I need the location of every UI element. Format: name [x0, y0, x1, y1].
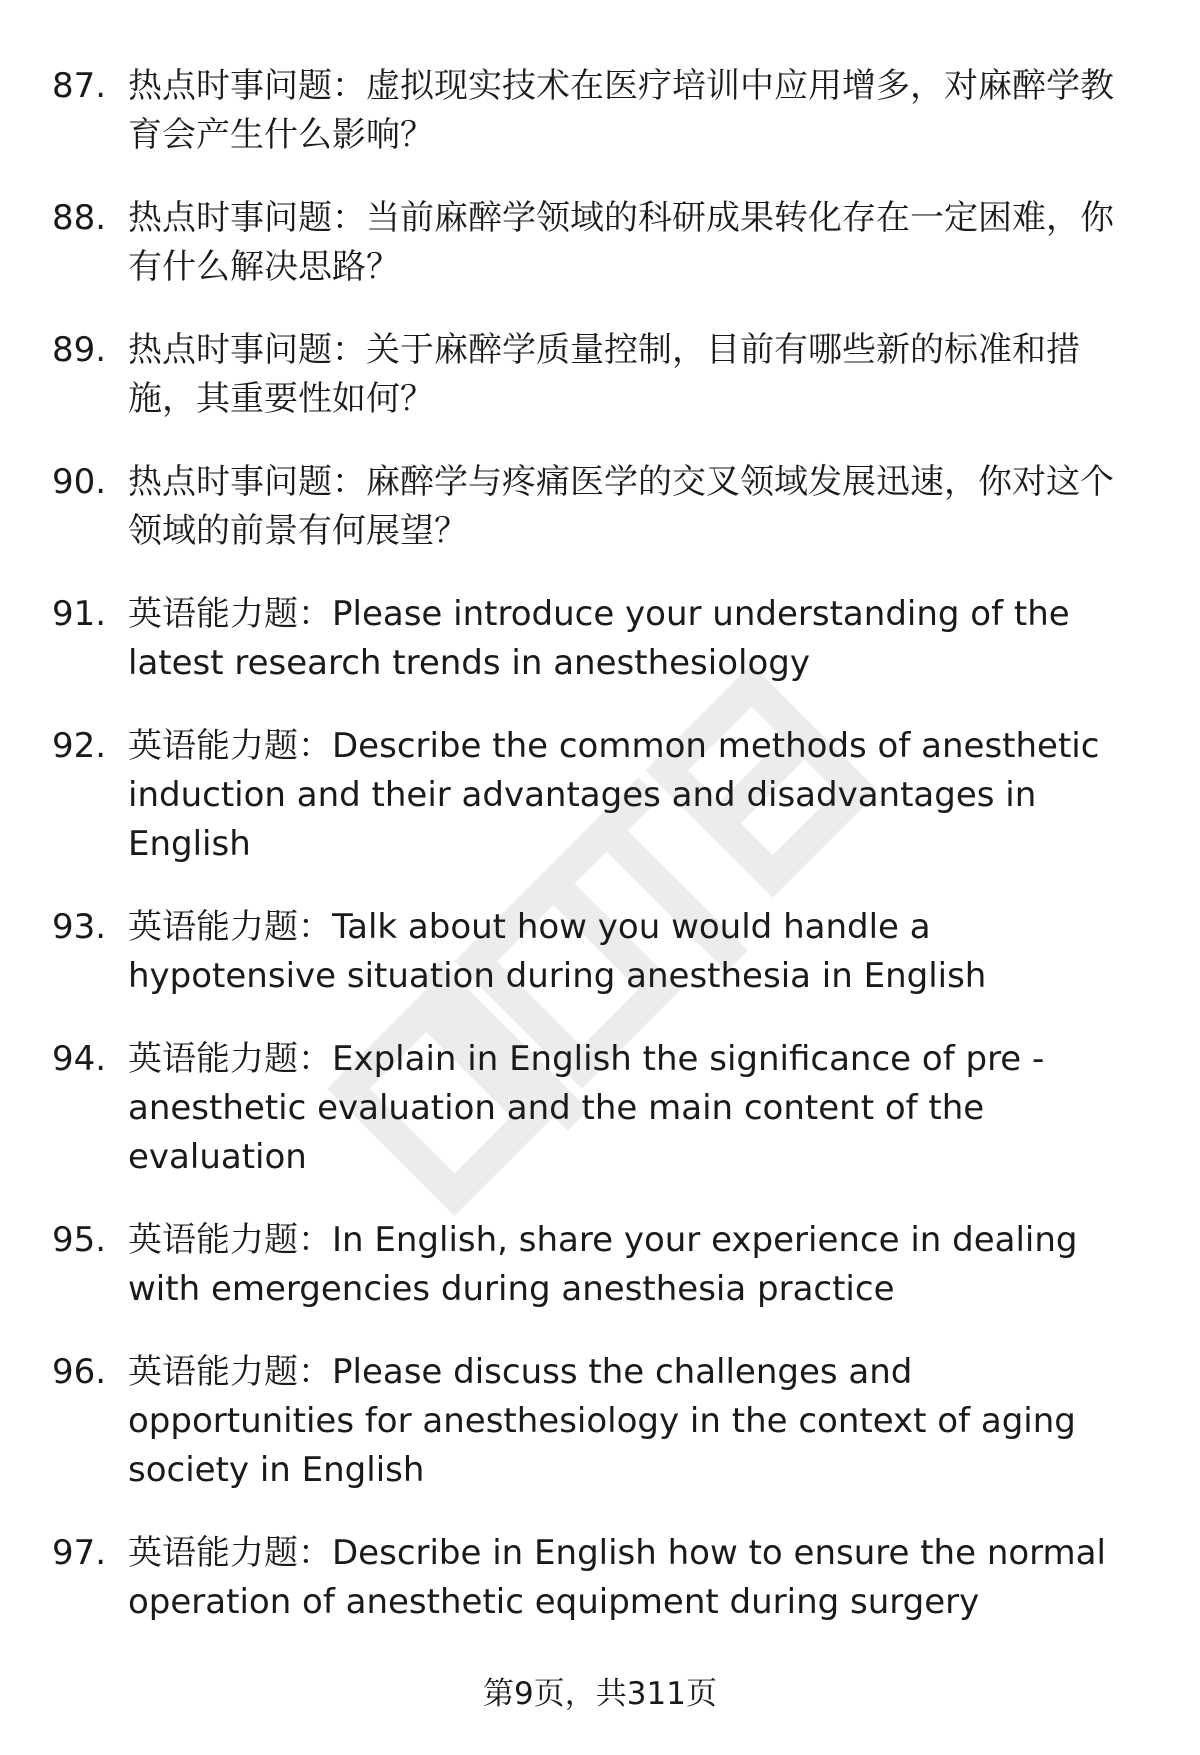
question-category: 英语能力题： — [128, 1533, 332, 1573]
question-category: 热点时事问题： — [128, 462, 366, 502]
question-category: 热点时事问题： — [128, 66, 366, 106]
question-text — [128, 326, 1152, 424]
question-text — [128, 1216, 1152, 1314]
list-item — [52, 722, 1152, 869]
question-list — [52, 62, 1152, 1661]
question-text — [128, 903, 1152, 1001]
question-number: 91. — [52, 594, 107, 634]
question-body: 当前麻醉学领域的科研成果转化存在一定困难，你有什么解决思路？ — [128, 198, 1114, 287]
list-item — [52, 194, 1152, 292]
list-item — [52, 62, 1152, 160]
page-number-footer: 第9页，共311页 — [483, 1676, 717, 1712]
list-item — [52, 326, 1152, 424]
question-text — [128, 590, 1152, 688]
list-item — [52, 1529, 1152, 1627]
question-category: 英语能力题： — [128, 1352, 332, 1392]
question-category: 英语能力题： — [128, 1220, 332, 1260]
list-item — [52, 1035, 1152, 1182]
question-number: 90. — [52, 462, 107, 502]
question-number: 97. — [52, 1533, 107, 1573]
question-body: Please discuss the challenges and opportunities for anesthesiology in the context of aging society in English — [128, 1352, 1076, 1490]
list-item — [52, 458, 1152, 556]
question-body: Talk about how you would handle a hypotensive situation during anesthesia in English — [128, 907, 987, 996]
question-body: Please introduce your understanding of the latest research trends in anesthesiology — [128, 594, 1070, 683]
list-item — [52, 1216, 1152, 1314]
question-category: 英语能力题： — [128, 1039, 332, 1079]
question-text — [128, 1529, 1152, 1627]
question-number: 92. — [52, 726, 107, 766]
question-category: 热点时事问题： — [128, 330, 366, 370]
question-number: 95. — [52, 1220, 107, 1260]
question-body: In English, share your experience in dealing with emergencies during anesthesia practice — [128, 1220, 1078, 1309]
question-text — [128, 458, 1152, 556]
question-body: Describe in English how to ensure the normal operation of anesthetic equipment during surgery — [128, 1533, 1106, 1622]
question-number: 89. — [52, 330, 107, 370]
question-number: 96. — [52, 1352, 107, 1392]
question-text — [128, 62, 1152, 160]
question-number: 88. — [52, 198, 107, 238]
list-item — [52, 903, 1152, 1001]
question-body: 虚拟现实技术在医疗培训中应用增多，对麻醉学教育会产生什么影响？ — [128, 66, 1114, 155]
question-body: 关于麻醉学质量控制，目前有哪些新的标准和措施，其重要性如何？ — [128, 330, 1080, 419]
list-item — [52, 590, 1152, 688]
question-text — [128, 1348, 1152, 1495]
question-text — [128, 722, 1152, 869]
question-body: Describe the common methods of anesthetic induction and their advantages and disadvantages in English — [128, 726, 1100, 864]
question-body: Explain in English the significance of pre - anesthetic evaluation and the main content of the evaluation — [128, 1039, 1045, 1177]
question-category: 英语能力题： — [128, 907, 332, 947]
question-text — [128, 194, 1152, 292]
list-item — [52, 1348, 1152, 1495]
question-number: 93. — [52, 907, 107, 947]
question-category: 英语能力题： — [128, 726, 332, 766]
question-number: 94. — [52, 1039, 107, 1079]
question-body: 麻醉学与疼痛医学的交叉领域发展迅速，你对这个领域的前景有何展望？ — [128, 462, 1114, 551]
question-text — [128, 1035, 1152, 1182]
question-number: 87. — [52, 66, 107, 106]
question-category: 英语能力题： — [128, 594, 332, 634]
question-category: 热点时事问题： — [128, 198, 366, 238]
